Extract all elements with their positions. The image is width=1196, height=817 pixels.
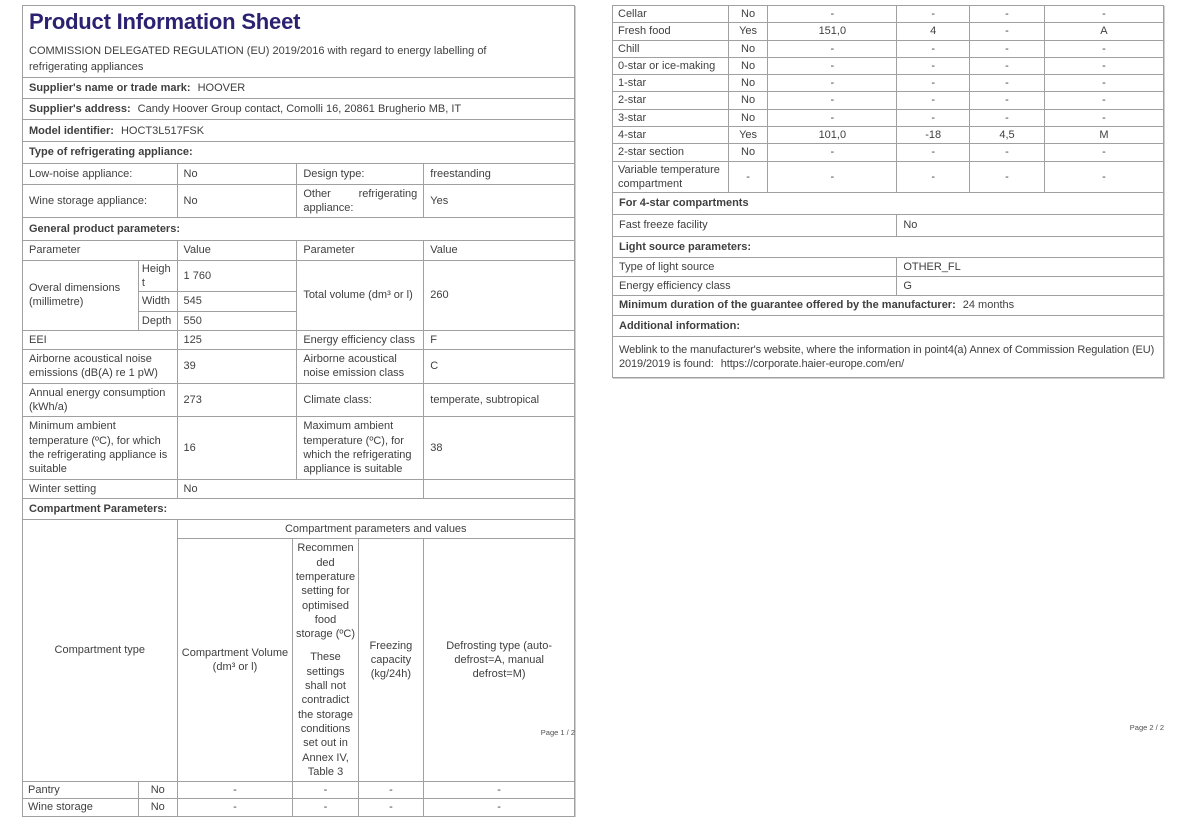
compartment-flag: Yes (728, 23, 768, 40)
total-volume-value: 260 (424, 260, 575, 330)
fast-freeze-value: No (897, 214, 1164, 236)
supplier-name-value: HOOVER (197, 82, 246, 95)
depth-label: Depth (138, 311, 177, 330)
page-title: Product Information Sheet (29, 9, 301, 34)
compartment-type-header: Compartment type (23, 520, 178, 782)
param-header-1: Parameter (23, 241, 178, 260)
light-class-label: Energy efficiency class (613, 277, 897, 296)
freezing-capacity-header: Freezing capacity (kg/24h) (358, 539, 424, 782)
compartment-flag: No (138, 799, 177, 816)
compartment-name: 3-star (613, 109, 729, 126)
compartment-name: Cellar (613, 6, 729, 23)
table-row (23, 782, 575, 799)
weblink-url[interactable]: https://corporate.haier-europe.com/en/ (720, 358, 905, 371)
energy-class-value: F (424, 330, 575, 349)
fast-freeze-table (612, 214, 1164, 237)
general-section-header: General product parameters: (23, 218, 575, 241)
table-row (613, 127, 1164, 144)
regulation-subtitle: COMMISSION DELEGATED REGULATION (EU) 2019/2016 with regard to energy labelling of refrigerating appliances (29, 44, 487, 73)
compartment-defrost: - (1044, 57, 1163, 74)
compartment-defrost: - (1044, 109, 1163, 126)
compartment-freezing: - (970, 40, 1045, 57)
compartment-flag: No (728, 75, 768, 92)
light-type-label: Type of light source (613, 257, 897, 276)
table-row (613, 75, 1164, 92)
compartment-volume: 151,0 (768, 23, 897, 40)
compartment-name: Fresh food (613, 23, 729, 40)
value-header-2: Value (424, 241, 575, 260)
compartment-flag: No (728, 6, 768, 23)
dimensions-label: Overal dimensions (millimetre) (23, 260, 139, 330)
noise-class-label: Airborne acoustical noise emission class (297, 350, 424, 384)
supplier-table (22, 77, 575, 163)
compartment-defrost: - (1044, 6, 1163, 23)
compartment-name: 0-star or ice-making (613, 57, 729, 74)
winter-setting-empty (424, 479, 575, 498)
design-type-label: Design type: (297, 163, 424, 184)
compartment-volume: - (768, 92, 897, 109)
compartment-volume: - (768, 40, 897, 57)
supplier-name-row (23, 78, 575, 99)
compartment-temp: 4 (897, 23, 970, 40)
compartment-flag: No (728, 40, 768, 57)
compartment-temp: - (897, 57, 970, 74)
total-volume-label: Total volume (dm³ or l) (297, 260, 424, 330)
compartment-name: Wine storage (23, 799, 139, 816)
compartment-volume: - (768, 161, 897, 193)
climate-class-label: Climate class: (297, 383, 424, 417)
compartment-volume-header: Compartment Volume (dm³ or l) (177, 539, 293, 782)
compartment-volume: - (768, 75, 897, 92)
compartment-flag: - (728, 161, 768, 193)
compartment-freezing: - (970, 75, 1045, 92)
compartment-freezing: - (970, 23, 1045, 40)
title-block (22, 5, 575, 78)
max-ambient-label: Maximum ambient temperature (ºC), for which the refrigerating appliance is suitable (297, 417, 424, 479)
model-identifier-label: Model identifier: (29, 124, 114, 137)
eei-label: EEI (23, 330, 178, 349)
compartment-flag: No (728, 57, 768, 74)
compartment-defrost: A (1044, 23, 1163, 40)
compartment-defrost: - (1044, 40, 1163, 57)
page-2 (612, 5, 1164, 378)
compartment-name: Variable temperature compartment (613, 161, 729, 193)
winter-setting-value: No (177, 479, 424, 498)
table-row (613, 109, 1164, 126)
compartment-flag: No (728, 109, 768, 126)
compartment-temp: -18 (897, 127, 970, 144)
supplier-address-row (23, 99, 575, 120)
compartment-flag: Yes (728, 127, 768, 144)
compartment-temp: - (897, 109, 970, 126)
light-source-table (612, 257, 1164, 297)
compartment-group-header: Compartment parameters and values (177, 520, 574, 539)
compartment-defrost: - (1044, 75, 1163, 92)
param-header-2: Parameter (297, 241, 424, 260)
light-section-table (612, 236, 1164, 258)
compartment-freezing: - (970, 109, 1045, 126)
recommended-temp-header (293, 539, 358, 782)
recommended-temp-main: Recommended temperature setting for optimised food storage (ºC) (295, 542, 356, 641)
compartment-freezing: - (970, 57, 1045, 74)
table-row (613, 161, 1164, 193)
page-1 (22, 5, 575, 817)
compartment-volume: - (768, 144, 897, 161)
weblink-row (613, 337, 1164, 378)
depth-value: 550 (177, 311, 297, 330)
recommended-temp-note: These settings shall not contradict the storage conditions set out in Annex IV, Table 3 (297, 651, 354, 778)
table-row (613, 23, 1164, 40)
other-appliance-value: Yes (424, 184, 575, 218)
low-noise-label: Low-noise appliance: (23, 163, 178, 184)
light-type-value: OTHER_FL (897, 257, 1164, 276)
min-ambient-value: 16 (177, 417, 297, 479)
compartment-temp: - (897, 161, 970, 193)
compartment-flag: No (728, 92, 768, 109)
compartment-temp: - (293, 782, 358, 799)
compartment-defrost: - (1044, 161, 1163, 193)
compartment-volume: - (768, 6, 897, 23)
winter-setting-label: Winter setting (23, 479, 178, 498)
guarantee-table (612, 295, 1164, 378)
annual-energy-label: Annual energy consumption (kWh/a) (23, 383, 178, 417)
table-row (613, 144, 1164, 161)
value-header-1: Value (177, 241, 297, 260)
compartment-freezing: 4,5 (970, 127, 1045, 144)
compartment-defrost: - (1044, 144, 1163, 161)
model-identifier-row (23, 120, 575, 142)
compartment-name: Chill (613, 40, 729, 57)
compartment-name: Pantry (23, 782, 139, 799)
compartment-section-table (22, 498, 575, 520)
wine-storage-value: No (177, 184, 297, 218)
min-ambient-label: Minimum ambient temperature (ºC), for which the refrigerating appliance is suitable (23, 417, 178, 479)
max-ambient-value: 38 (424, 417, 575, 479)
compartment-defrost: - (1044, 92, 1163, 109)
noise-class-value: C (424, 350, 575, 384)
defrosting-type-header: Defrosting type (auto-defrost=A, manual defrost=M) (424, 539, 575, 782)
compartment-section-header: Compartment Parameters: (23, 498, 575, 519)
climate-class-value: temperate, subtropical (424, 383, 575, 417)
compartment-freezing: - (970, 144, 1045, 161)
annual-energy-value: 273 (177, 383, 297, 417)
four-star-section-table (612, 192, 1164, 214)
compartment-name: 2-star (613, 92, 729, 109)
compartment-table-page1 (22, 519, 575, 817)
compartment-freezing: - (970, 92, 1045, 109)
compartment-table-page2 (612, 5, 1164, 193)
table-row (613, 57, 1164, 74)
fast-freeze-label: Fast freeze facility (613, 214, 897, 236)
compartment-volume: - (177, 782, 293, 799)
compartment-temp: - (293, 799, 358, 816)
supplier-address-label: Supplier's address: (29, 103, 131, 116)
width-value: 545 (177, 292, 297, 311)
light-section-header: Light source parameters: (613, 236, 1164, 257)
light-class-value: G (897, 277, 1164, 296)
compartment-temp: - (897, 6, 970, 23)
compartment-name: 2-star section (613, 144, 729, 161)
noise-emissions-value: 39 (177, 350, 297, 384)
guarantee-label: Minimum duration of the guarantee offered by the manufacturer: (619, 299, 956, 312)
compartment-temp: - (897, 92, 970, 109)
compartment-freezing: - (970, 161, 1045, 193)
compartment-volume: - (177, 799, 293, 816)
wine-storage-label: Wine storage appliance: (23, 184, 178, 218)
low-noise-value: No (177, 163, 297, 184)
compartment-flag: No (728, 144, 768, 161)
model-identifier-value: HOCT3L517FSK (120, 124, 205, 137)
page2-footer: Page 2 / 2 (1129, 723, 1164, 732)
additional-section-header: Additional information: (613, 315, 1164, 336)
table-row (613, 92, 1164, 109)
compartment-temp: - (897, 75, 970, 92)
weblink-label: Weblink to the manufacturer's website, where the information in point4(a) Annex of Commission Regulation (EU) 2019/2019 is found: (619, 343, 1155, 371)
supplier-address-value: Candy Hoover Group contact, Comolli 16, 20861 Brugherio MB, IT (137, 103, 462, 116)
energy-class-label: Energy efficiency class (297, 330, 424, 349)
design-type-value: freestanding (424, 163, 575, 184)
compartment-freezing: - (970, 6, 1045, 23)
compartment-defrost: M (1044, 127, 1163, 144)
height-label: Height (138, 260, 177, 292)
four-star-section-header: For 4-star compartments (613, 193, 1164, 214)
appliance-type-table (22, 163, 575, 219)
general-section-table (22, 217, 575, 241)
compartment-name: 1-star (613, 75, 729, 92)
compartment-freezing: - (358, 782, 424, 799)
guarantee-row (613, 296, 1164, 315)
compartment-volume: - (768, 57, 897, 74)
compartment-temp: - (897, 144, 970, 161)
compartment-defrost: - (424, 782, 575, 799)
compartment-freezing: - (358, 799, 424, 816)
compartment-temp: - (897, 40, 970, 57)
guarantee-value: 24 months (962, 299, 1015, 312)
compartment-defrost: - (424, 799, 575, 816)
supplier-name-label: Supplier's name or trade mark: (29, 82, 191, 95)
table-row (613, 40, 1164, 57)
compartment-volume: 101,0 (768, 127, 897, 144)
compartment-volume: - (768, 109, 897, 126)
compartment-flag: No (138, 782, 177, 799)
general-parameters-table (22, 240, 575, 498)
table-row (23, 799, 575, 816)
eei-value: 125 (177, 330, 297, 349)
type-section-header: Type of refrigerating appliance: (23, 142, 575, 163)
page1-footer: Page 1 / 2 (540, 728, 575, 737)
compartment-name: 4-star (613, 127, 729, 144)
table-row (613, 6, 1164, 23)
other-appliance-label: Other refrigerating appliance: (297, 184, 424, 218)
width-label: Width (138, 292, 177, 311)
noise-emissions-label: Airborne acoustical noise emissions (dB(A) re 1 pW) (23, 350, 178, 384)
height-value: 1 760 (177, 260, 297, 292)
